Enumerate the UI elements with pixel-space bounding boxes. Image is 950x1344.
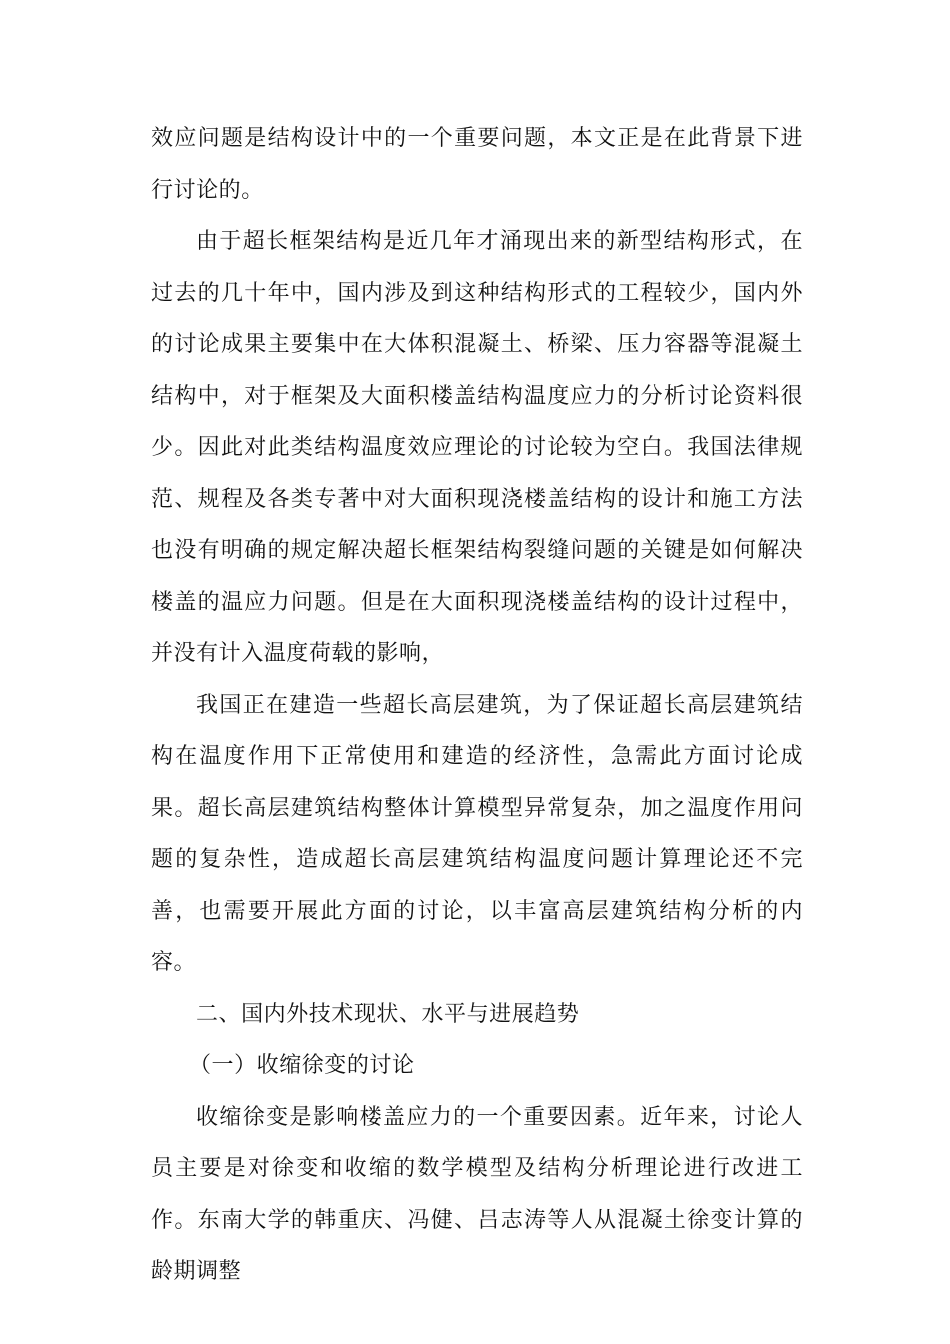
paragraph-high-rise: 我国正在建造一些超长高层建筑，为了保证超长高层建筑结构在温度作用下正常使用和建造的经济性，急需此方面讨论成果。超长高层建筑结构整体计算模型异常复杂，加之温度作用问题的复杂性，造成超长高层建筑结构温度问题计算理论还不完善，也需要开展此方面的讨论，以丰富高层建筑结构分析的内容。	[151, 692, 803, 975]
document-body	[151, 113, 803, 1298]
paragraph-continuation: 效应问题是结构设计中的一个重要问题，本文正是在此背景下进行讨论的。	[151, 126, 803, 203]
section-heading: 二、国内外技术现状、水平与进展趋势	[196, 1001, 580, 1027]
subsection-heading: （一）收缩徐变的讨论	[189, 1053, 415, 1078]
paragraph-background: 由于超长框架结构是近几年才涌现出来的新型结构形式，在过去的几十年中，国内涉及到这种结构形式的工程较少，国内外的讨论成果主要集中在大体积混凝土、桥梁、压力容器等混凝土结构中，对于框架及大面积楼盖结构温度应力的分析讨论资料很少。因此对此类结构温度效应理论的讨论较为空白。我国法律规范、规程及各类专著中对大面积现浇楼盖结构的设计和施工方法也没有明确的规定解决超长框架结构裂缝问题的关键是如何解决楼盖的温应力问题。但是在大面积现浇楼盖结构的设计过程中，并没有计入温度荷载的影响，	[151, 229, 803, 666]
paragraph-shrinkage-creep: 收缩徐变是影响楼盖应力的一个重要因素。近年来，讨论人员主要是对徐变和收缩的数学模型及结构分析理论进行改进工作。东南大学的韩重庆、冯健、吕志涛等人从混凝土徐变计算的龄期调整	[151, 1104, 803, 1284]
